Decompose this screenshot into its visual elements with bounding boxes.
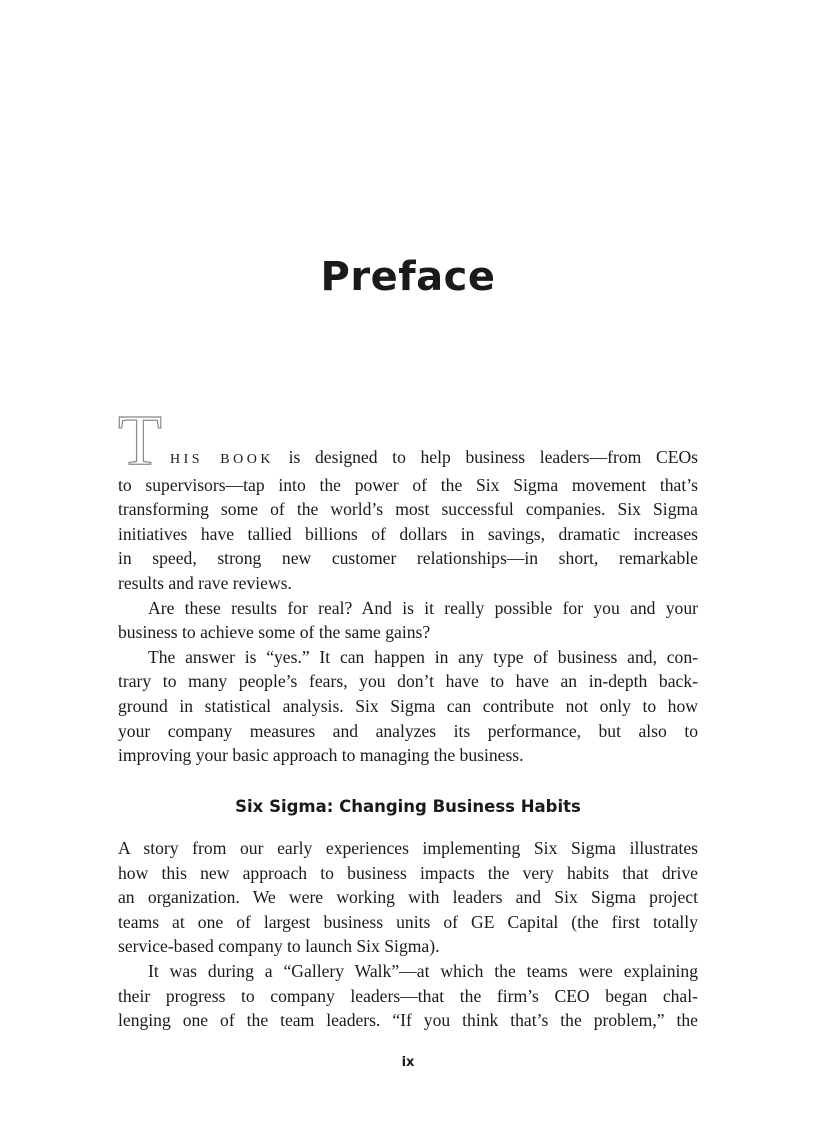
text-line: It was during a “Gallery Walk”—at which the teams were explaining (148, 960, 698, 981)
text-line: teams at one of largest business units of GE Capital (the first totally (118, 911, 698, 932)
text-line: results and rave reviews. (118, 572, 292, 593)
text-line: HIS BOOK is designed to help business leaders—from CEOs (170, 447, 698, 467)
small-caps-lead: HIS BOOK (170, 452, 274, 467)
drop-cap: T (118, 400, 162, 480)
text-line: to supervisors—tap into the power of the Six Sigma movement that’s (118, 474, 698, 495)
text-line: your company measures and analyzes its performance, but also to (118, 720, 698, 741)
page-number: ix (401, 1055, 415, 1070)
text-line: initiatives have tallied billions of dollars in savings, dramatic increases (118, 523, 698, 544)
text-line: lenging one of the team leaders. “If you think that’s the problem,” the (118, 1010, 698, 1031)
text-line: business to achieve some of the same gains? (118, 622, 431, 643)
text-line: A story from our early experiences implementing Six Sigma illustrates (118, 838, 698, 858)
text-line: Are these results for real? And is it really possible for you and your (148, 597, 698, 618)
text-line: ground in statistical analysis. Six Sigma can contribute not only to how (118, 695, 698, 716)
text-line: their progress to company leaders—that the firm’s CEO began chal- (118, 985, 698, 1006)
text-line: service-based company to launch Six Sigma). (118, 936, 440, 957)
text-line: an organization. We were working with leaders and Six Sigma project (118, 887, 698, 908)
text-line: transforming some of the world’s most successful companies. Six Sigma (118, 499, 698, 520)
text-line: improving your basic approach to managing the business. (118, 745, 524, 766)
text-line: The answer is “yes.” It can happen in any type of business and, con- (148, 646, 698, 667)
section-heading: Six Sigma: Changing Business Habits (235, 797, 581, 816)
text-line: how this new approach to business impacts the very habits that drive (118, 862, 698, 883)
text-line: in speed, strong new customer relationships—in short, remarkable (118, 548, 698, 569)
page-title: Preface (320, 254, 496, 300)
text-line: trary to many people’s fears, you don’t have to have an in-depth back- (118, 671, 698, 692)
section-body (118, 836, 698, 1033)
intro-section (118, 445, 698, 768)
